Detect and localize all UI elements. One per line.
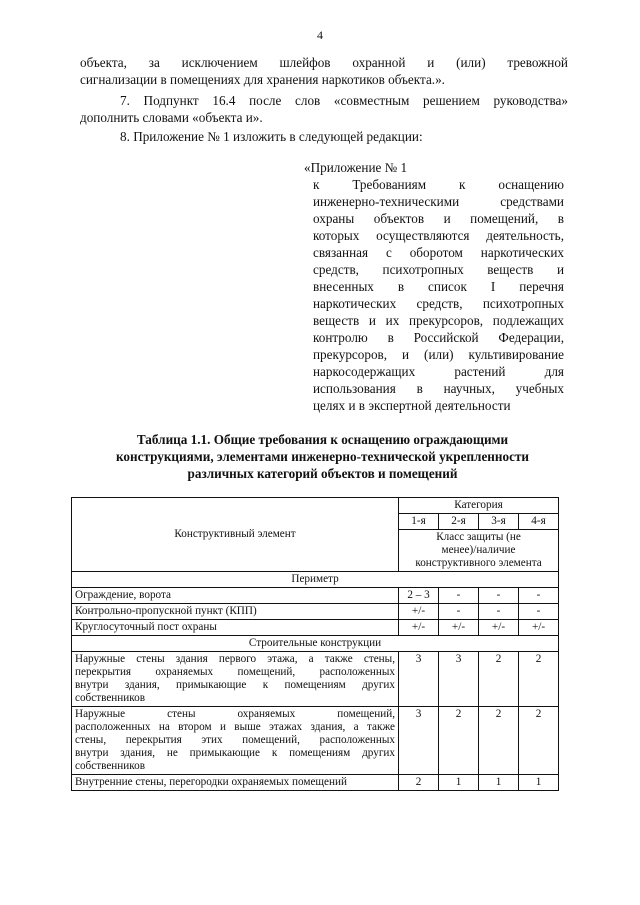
header-class-line: конструктивного элемента [415, 557, 542, 569]
row-value: 3 [399, 652, 439, 707]
row-value: +/- [479, 620, 519, 636]
row-value: 1 [479, 775, 519, 791]
appendix-text [304, 176, 564, 414]
row-value: - [439, 588, 479, 604]
appendix-line: средств, психотропных веществ и [313, 262, 564, 277]
table-header-row [72, 498, 559, 514]
table-row [72, 620, 559, 636]
header-category: Категория [399, 498, 559, 514]
table-row [72, 652, 559, 707]
table-caption-line: различных категорий объектов и помещений [187, 466, 458, 481]
appendix-line: контролю в Российской Федерации, [313, 330, 564, 345]
row-name [72, 652, 399, 707]
intro-paragraph-1 [80, 54, 568, 88]
row-name [72, 707, 399, 775]
row-value: 2 – 3 [399, 588, 439, 604]
table-caption [80, 431, 565, 482]
intro-paragraph-3 [120, 128, 568, 145]
category-2: 2-я [439, 514, 479, 530]
row-value: 2 [479, 707, 519, 775]
section-building: Строительные конструкции [72, 636, 559, 652]
row-value: 2 [479, 652, 519, 707]
row-value: 3 [439, 652, 479, 707]
row-value: - [479, 588, 519, 604]
text-line: 7. Подпункт 16.4 после слов «совместным решением руководства» [120, 93, 568, 108]
row-value: - [519, 604, 559, 620]
appendix-line: связанная с оборотом наркотических [313, 245, 564, 260]
row-name-line: внутри здания, не примыкающие к помещениям других [75, 747, 395, 759]
row-name-line: собственников [75, 760, 145, 772]
row-name-line: Наружные стены охраняемых помещений, [75, 708, 395, 720]
row-name-line: собственников [75, 692, 145, 704]
row-name-line: Наружные стены здания первого этажа, а также стены, [75, 653, 395, 665]
table-caption-line: Таблица 1.1. Общие требования к оснащению ограждающими [136, 432, 509, 447]
appendix-line: наркосодержащих растений для [313, 364, 564, 379]
row-value: 1 [519, 775, 559, 791]
header-class [399, 530, 559, 572]
row-name-line: внутри здания, примыкающие к помещениям других [75, 679, 395, 691]
section-perimeter: Периметр [72, 572, 559, 588]
row-name-line: расположенных на втором и выше этажах здания, а также [75, 721, 395, 733]
row-value: +/- [439, 620, 479, 636]
row-value: 2 [519, 652, 559, 707]
row-name: Ограждение, ворота [72, 588, 399, 604]
table-caption-line: конструкциями, элементами инженерно-технической укрепленности [115, 449, 530, 464]
header-class-line: Класс защиты (не [436, 531, 521, 543]
row-value: 2 [399, 775, 439, 791]
row-value: +/- [399, 620, 439, 636]
appendix-block [304, 159, 564, 414]
appendix-line: к Требованиям к оснащению [313, 177, 564, 192]
table-row [72, 588, 559, 604]
row-value: 2 [439, 707, 479, 775]
text-line: сигнализации в помещениях для хранения наркотиков объекта.». [80, 72, 445, 87]
row-name-line: Внутренние стены, перегородки охраняемых помещений [75, 776, 347, 788]
category-4: 4-я [519, 514, 559, 530]
row-name [72, 775, 399, 791]
row-name-line: перекрытия охраняемых помещений, расположенных [75, 666, 395, 678]
text-line: 8. Приложение № 1 изложить в следующей редакции: [120, 129, 423, 144]
appendix-title: «Приложение № 1 [304, 160, 408, 175]
row-name: Круглосуточный пост охраны [72, 620, 399, 636]
header-class-line: менее)/наличие [441, 544, 516, 556]
row-name: Контрольно-пропускной пункт (КПП) [72, 604, 399, 620]
row-value: +/- [399, 604, 439, 620]
row-value: 2 [519, 707, 559, 775]
section-row [72, 636, 559, 652]
row-value: - [439, 604, 479, 620]
row-value: 1 [439, 775, 479, 791]
appendix-line: которых осуществляются деятельность, [313, 228, 564, 243]
table-row [72, 775, 559, 791]
row-name-line: стены, перекрытия этих помещений, расположенных [75, 734, 395, 746]
row-value: +/- [519, 620, 559, 636]
text-line: объекта, за исключением шлейфов охранной и (или) тревожной [80, 55, 568, 70]
text-line: дополнить словами «объекта и». [80, 110, 263, 125]
appendix-line: использования в научных, учебных [313, 381, 564, 396]
row-value: 3 [399, 707, 439, 775]
appendix-line: охраны объектов и помещений, в [313, 211, 564, 226]
appendix-line: внесенных в список I перечня [313, 279, 564, 294]
category-1: 1-я [399, 514, 439, 530]
appendix-line: прекурсоров, и (или) культивирование [313, 347, 564, 362]
row-value: - [479, 604, 519, 620]
intro-paragraph-2 [80, 92, 568, 126]
section-row [72, 572, 559, 588]
appendix-line: наркотических средств, психотропных [313, 296, 564, 311]
appendix-line: инженерно-техническими средствами [313, 194, 564, 209]
appendix-line: целях и в экспертной деятельности [313, 398, 511, 413]
category-3: 3-я [479, 514, 519, 530]
header-element: Конструктивный элемент [72, 498, 399, 572]
requirements-table [71, 497, 559, 791]
page-number: 4 [317, 28, 323, 42]
row-value: - [519, 588, 559, 604]
table-row [72, 707, 559, 775]
table-row [72, 604, 559, 620]
appendix-line: веществ и их прекурсоров, подлежащих [313, 313, 564, 328]
